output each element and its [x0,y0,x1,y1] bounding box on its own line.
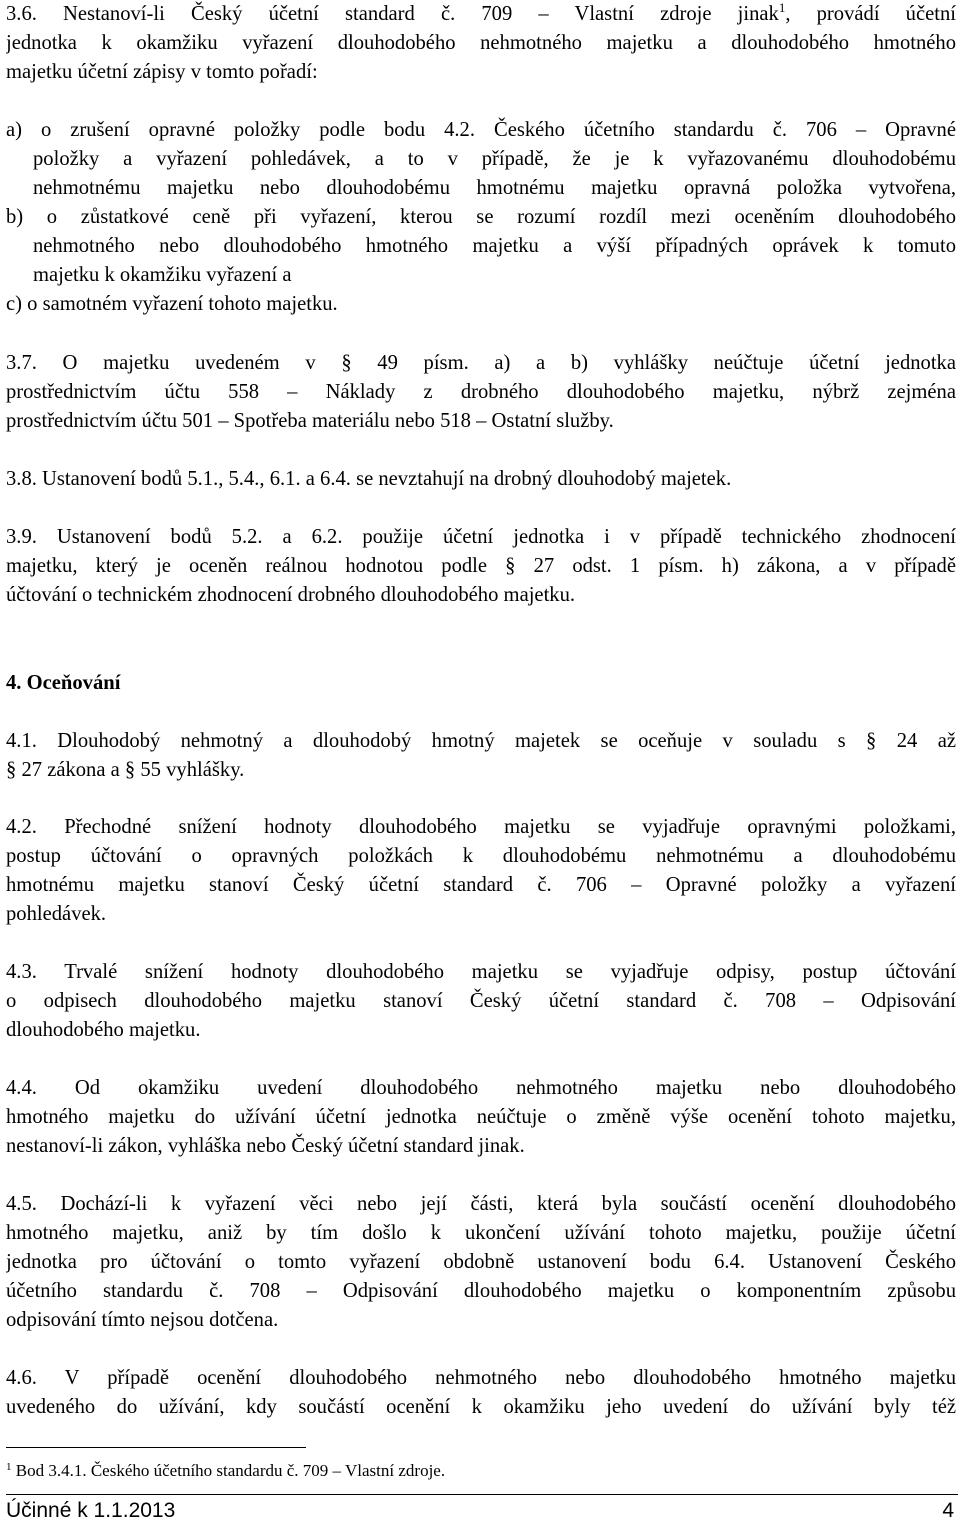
paragraph-line: 4.5. Dochází-li k vyřazení věci nebo její části, která byla součástí ocenění dlouhodobého [6,1193,956,1215]
footnote-number: 1 [6,1461,12,1473]
list-item-a [6,116,956,145]
paragraph-3-8 [6,465,956,494]
paragraph-line: majetku, který je oceněn reálnou hodnotou podle § 27 odst. 1 písm. h) zákona, a v případě [6,555,956,577]
page-footer [6,1497,956,1527]
paragraph-4-6 [6,1364,956,1422]
paragraph-line: nehmotnému majetku nebo dlouhodobému hmotnému majetku opravná položka vytvořena, [33,177,956,199]
paragraph-line: prostřednictvím účtu 558 – Náklady z drobného dlouhodobého majetku, nýbrž zejména [6,381,956,403]
paragraph-3-7 [6,349,956,436]
footer-rule [6,1494,958,1495]
paragraph-4-3 [6,958,956,1045]
paragraph-line: § 27 zákona a § 55 vyhlášky. [6,759,245,781]
paragraph-line: 4.6. V případě ocenění dlouhodobého nehmotného nebo dlouhodobého hmotného majetku [6,1367,956,1389]
paragraph-line: hmotného majetku do užívání účetní jednotka neúčtuje o změně výše ocenění tohoto majetku, [6,1106,956,1128]
paragraph-line: 3.8. Ustanovení bodů 5.1., 5.4., 6.1. a 6.4. se nevztahují na drobný dlouhodobý majetek. [6,468,732,490]
effective-date: Účinné k 1.1.2013 [6,1499,176,1522]
paragraph-line: nestanoví-li zákon, vyhláška nebo Český účetní standard jinak. [6,1135,525,1157]
page-number: 4 [942,1499,954,1522]
footnote-text: Bod 3.4.1. Českého účetního standardu č. 709 – Vlastní zdroje. [11,1461,446,1480]
paragraph-3-6 [6,0,956,87]
list-item-a-continuation [33,145,956,203]
paragraph-line: prostřednictvím účtu 501 – Spotřeba materiálu nebo 518 – Ostatní služby. [6,410,614,432]
paragraph-line: 3.7. O majetku uvedeném v § 49 písm. a) a b) vyhlášky neúčtuje účetní jednotka [6,352,956,374]
paragraph-line: účetního standardu č. 708 – Odpisování dlouhodobého majetku o komponentním způsobu [6,1280,956,1302]
paragraph-4-1 [6,727,956,785]
paragraph-line: postup účtování o opravných položkách k dlouhodobému nehmotnému a dlouhodobému [6,845,956,867]
paragraph-line: položky a vyřazení pohledávek, a to v případě, že je k vyřazovanému dlouhodobému [33,148,956,170]
paragraph-3-9 [6,523,956,610]
paragraph-line: b) o zůstatkové ceně při vyřazení, kterou se rozumí rozdíl mezi oceněním dlouhodobého [6,206,956,228]
list-item-b-continuation [33,232,956,290]
paragraph-line: jednotka pro účtování o tomto vyřazení obdobně ustanovení bodu 6.4. Ustanovení Českého [6,1251,956,1273]
paragraph-line: uvedeného do užívání, kdy součástí ocenění k okamžiku jeho uvedení do užívání byly též [6,1396,956,1418]
paragraph-line: 4.4. Od okamžiku uvedení dlouhodobého nehmotného majetku nebo dlouhodobého [6,1077,956,1099]
paragraph-4-4 [6,1074,956,1161]
paragraph-4-2 [6,813,956,929]
paragraph-line: o odpisech dlouhodobého majetku stanoví Český účetní standard č. 708 – Odpisování [6,990,956,1012]
paragraph-line: 3.6. Nestanoví-li Český účetní standard č. 709 – Vlastní zdroje jinak$^1$, provádí účetní [6,0,956,25]
list-item-c [6,290,956,319]
paragraph-line: jednotka k okamžiku vyřazení dlouhodobého nehmotného majetku a dlouhodobého hmotného [6,32,956,54]
paragraph-line: 3.9. Ustanovení bodů 5.2. a 6.2. použije účetní jednotka i v případě technického zhodnocení [6,526,956,548]
footnote-separator [6,1447,306,1448]
paragraph-line: odpisování tímto nejsou dotčena. [6,1309,279,1331]
paragraph-line: c) o samotném vyřazení tohoto majetku. [6,293,338,315]
footnote [6,1460,445,1482]
paragraph-line: 4.1. Dlouhodobý nehmotný a dlouhodobý hmotný majetek se oceňuje v souladu s § 24 až [6,730,956,752]
paragraph-line: 4.2. Přechodné snížení hodnoty dlouhodobého majetku se vyjadřuje opravnými položkami, [6,816,956,838]
paragraph-line: hmotného majetku, aniž by tím došlo k ukončení užívání tohoto majetku, použije účetní [6,1222,956,1244]
section-heading: 4. Oceňování [6,672,121,694]
paragraph-line: nehmotného nebo dlouhodobého hmotného majetku a výší případných oprávek k tomuto [33,235,956,257]
paragraph-line: a) o zrušení opravné položky podle bodu 4.2. Českého účetního standardu č. 706 – Opravné [6,119,956,141]
list-item-b [6,203,956,232]
paragraph-4-5 [6,1190,956,1335]
paragraph-line: dlouhodobého majetku. [6,1019,201,1041]
footnote-reference[interactable]: 1 [778,0,786,15]
paragraph-line: pohledávek. [6,903,107,925]
paragraph-line: 4.3. Trvalé snížení hodnoty dlouhodobého majetku se vyjadřuje odpisy, postup účtování [6,961,956,983]
paragraph-line: majetku k okamžiku vyřazení a [33,264,292,286]
paragraph-line: hmotnému majetku stanoví Český účetní standard č. 706 – Opravné položky a vyřazení [6,874,956,896]
paragraph-line: účtování o technickém zhodnocení drobného dlouhodobého majetku. [6,584,576,606]
paragraph-line: majetku účetní zápisy v tomto pořadí: [6,61,318,83]
